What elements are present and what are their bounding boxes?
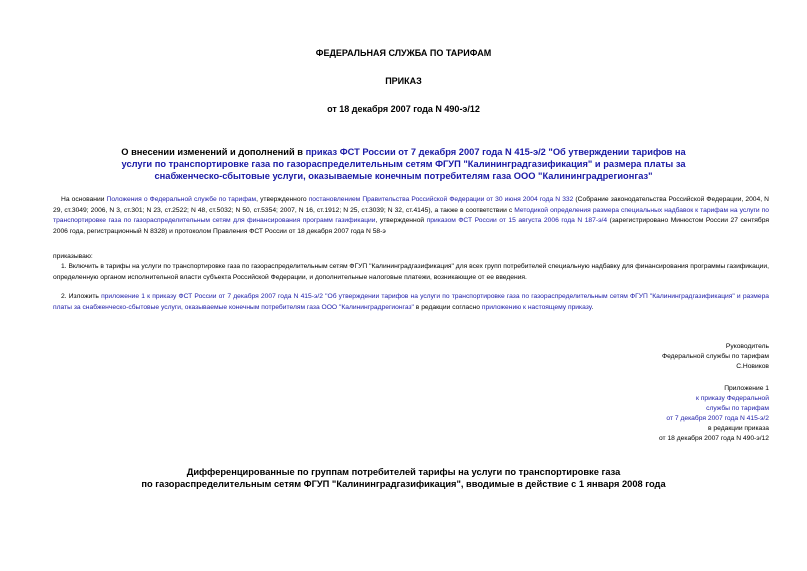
order-word: приказываю: [53,253,93,260]
preamble-link-regulation[interactable]: Положения о Федеральной службе по тарифам [106,196,257,203]
title-link[interactable]: приказ ФСТ России от 7 декабря 2007 года N 415-э/2 "Об утверждении тарифов на услуги по транспортировке газа по газораспределительным сетям ФГУП "Калининградгазификация" и размера платы за снабженческо-сбытовые услуги, оказываемые конечным потребителям газа ООО "Калининградрегионгаз" [121,147,686,181]
date-number: от 18 декабря 2007 года N 490-э/12 [327,104,480,114]
tariffs-title-line: Дифференцированные по группам потребителей тарифы на услуги по транспортировке газа [186,467,621,477]
appendix-link[interactable]: от 7 декабря 2007 года N 415-э/2 [666,415,769,422]
agency-heading: ФЕДЕРАЛЬНАЯ СЛУЖБА ПО ТАРИФАМ [315,48,492,58]
preamble-link-methodology[interactable]: Методикой определения размера специальных надбавок к тарифам на услуги по транспортировке газа по газораспределительным сетям для финансирования программ газификации [53,206,769,224]
appendix-link[interactable]: к приказу Федеральной [695,395,769,402]
appendix-link[interactable]: службы по тарифам [706,405,769,412]
preamble-link-resolution[interactable]: постановлением Правительства Российской Федерации от 30 июня 2004 года N 332 [308,196,574,203]
preamble-text: (зарегистрировано Минюстом России 27 сентября 2006 года, регистрационный N 8328) и протоколом Правления ФСТ России от 18 декабря 2007 года N 58-э [53,217,769,235]
preamble-paragraph [53,195,769,237]
preamble-text: , утвержденного [256,196,309,203]
item-2-link-attachment[interactable]: приложению к настоящему приказу [481,303,592,311]
order-title [120,146,687,182]
signature-block [662,342,769,372]
item-2-text: . [591,303,594,311]
title-prefix: О внесении изменений и дополнений в [121,147,306,157]
appendix-block [659,384,769,444]
preamble-link-order[interactable]: приказом ФСТ России от 15 августа 2006 года N 187-э/4 [426,217,608,224]
tariffs-title [0,466,807,490]
appendix-line: от 18 декабря 2007 года N 490-э/12 [658,435,769,442]
preamble-text: (Собрание законодательства Российской Федерации, 2004, N 29, ст.3049; 2006, N 3, ст.301; N 23, ст.2522; N 48, ст.5032; N 50, ст.5354; 2007, N 16, ст.1912; N 25, ст.3039; N 32, ст.4145), а также в соответствии с [53,196,769,214]
item-2-text: 2. Изложить [61,293,102,300]
appendix-line: в редакции приказа [708,425,769,432]
appendix-line: Приложение 1 [724,385,769,392]
item-2 [53,292,769,313]
signature-line: Руководитель [725,343,769,350]
signature-line: С.Новиков [736,363,769,370]
item-2-text: в редакции согласно [413,303,482,311]
signature-line: Федеральной службы по тарифам [662,353,769,360]
tariffs-title-line: по газораспределительным сетям ФГУП "Калининградгазификация", вводимые в действие с 1 января 2008 года [141,479,666,489]
preamble-text: , утвержденной [375,217,427,224]
item-1: 1. Включить в тарифы на услуги по транспортировке газа по газораспределительным сетям ФГУП "Калининградгазификация" для всех групп потребителей специальную надбавку для финансирования программы газификации, определенную органом исполнительной власти субъекта Российской Федерации, и дополнительные налоговые платежи, возникающие от ее введения. [53,263,769,281]
preamble-text: На основании [61,196,107,203]
doc-type-heading: ПРИКАЗ [385,76,422,86]
item-2-link-appendix[interactable]: приложение 1 к приказу ФСТ России от 7 декабря 2007 года N 415-э/2 "Об утверждении тарифов на услуги по транспортировке газа по газораспределительным сетям ФГУП "Калининградгазификация" и размера платы за снабженческо-сбытовые услуги, оказываемые конечным потребителям газа ООО "Калининградрегионгаз" [53,293,770,311]
